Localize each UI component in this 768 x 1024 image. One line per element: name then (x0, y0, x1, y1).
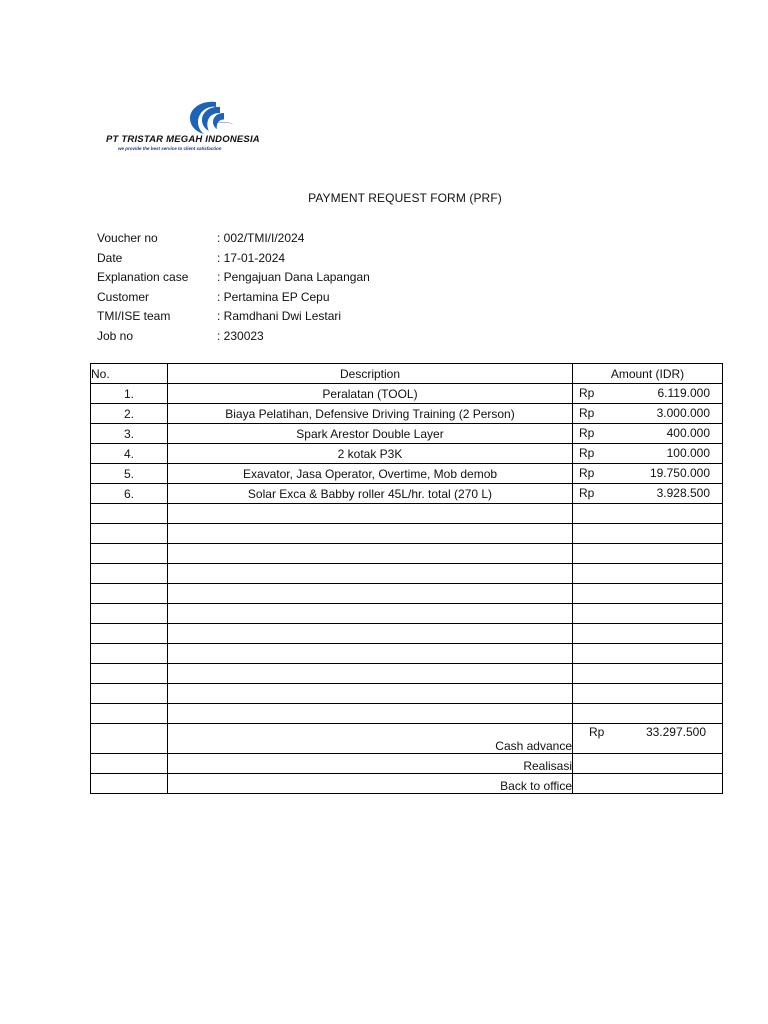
currency-label: Rp (579, 386, 595, 400)
empty-cell (91, 724, 168, 754)
empty-cell (573, 664, 723, 684)
info-value: : Pengajuan Dana Lapangan (217, 270, 370, 284)
empty-cell (168, 504, 573, 524)
tristar-logo-icon (176, 98, 238, 136)
realisasi-amount-cell (573, 754, 723, 774)
empty-cell (573, 644, 723, 664)
cash-advance-amount-cell (573, 724, 723, 754)
info-label: TMI/ISE team (97, 309, 171, 323)
empty-cell (573, 524, 723, 544)
empty-row (91, 684, 723, 704)
empty-cell (91, 644, 168, 664)
item-no: 2. (91, 404, 168, 424)
info-value: : Ramdhani Dwi Lestari (217, 309, 342, 323)
empty-row (91, 524, 723, 544)
info-value: : 002/TMI/I/2024 (217, 231, 305, 245)
empty-cell (168, 564, 573, 584)
item-no: 6. (91, 484, 168, 504)
empty-cell (91, 774, 168, 794)
currency-label: Rp (579, 406, 595, 420)
logo-tagline: we provide the best service to client satisfaction (118, 146, 222, 151)
info-label: Customer (97, 289, 150, 304)
item-amount-cell (573, 464, 723, 484)
info-label: Voucher no (97, 231, 158, 245)
empty-cell (91, 624, 168, 644)
empty-cell (573, 684, 723, 704)
empty-cell (573, 504, 723, 524)
empty-cell (168, 584, 573, 604)
empty-cell (168, 644, 573, 664)
table-header-row (91, 364, 723, 384)
table-row (91, 484, 723, 504)
header-amount: Amount (IDR) (573, 364, 723, 384)
empty-cell (91, 584, 168, 604)
info-value: : Pertamina EP Cepu (217, 289, 330, 304)
back-to-office-label: Back to office (168, 774, 573, 794)
currency-label: Rp (579, 426, 595, 440)
item-amount: 100.000 (666, 446, 710, 460)
empty-cell (91, 704, 168, 724)
empty-row (91, 604, 723, 624)
payment-items-table (90, 363, 723, 794)
item-no: 1. (91, 384, 168, 404)
item-description: Biaya Pelatihan, Defensive Driving Training (2 Person) (168, 404, 573, 424)
info-value: : 17-01-2024 (217, 250, 286, 265)
empty-cell (91, 524, 168, 544)
empty-cell (168, 664, 573, 684)
item-no: 3. (91, 424, 168, 444)
empty-cell (573, 584, 723, 604)
cash-advance-amount: 33.297.500 (645, 725, 706, 739)
empty-row (91, 624, 723, 644)
item-no: 4. (91, 444, 168, 464)
currency-label: Rp (589, 725, 605, 739)
empty-cell (91, 504, 168, 524)
item-description: Peralatan (TOOL) (168, 384, 573, 404)
item-amount-cell (573, 444, 723, 464)
empty-cell (168, 524, 573, 544)
empty-row (91, 644, 723, 664)
info-label: Explanation case (97, 270, 189, 284)
logo-company-name: PT TRISTAR MEGAH INDONESIA (106, 134, 260, 145)
form-title: PAYMENT REQUEST FORM (PRF) (308, 191, 502, 205)
item-description: 2 kotak P3K (168, 444, 573, 464)
item-amount: 400.000 (666, 426, 710, 440)
info-label: Job no (97, 328, 134, 343)
realisasi-row (91, 754, 723, 774)
company-logo (104, 96, 304, 156)
table-row (91, 444, 723, 464)
empty-cell (91, 664, 168, 684)
item-amount: 6.119.000 (657, 386, 710, 400)
currency-label: Rp (579, 466, 595, 480)
item-amount-cell (573, 384, 723, 404)
item-amount: 3.928.500 (656, 486, 710, 500)
empty-row (91, 544, 723, 564)
empty-row (91, 564, 723, 584)
empty-row (91, 504, 723, 524)
empty-cell (573, 544, 723, 564)
table-row (91, 384, 723, 404)
empty-cell (168, 624, 573, 644)
item-description: Spark Arestor Double Layer (168, 424, 573, 444)
item-amount: 3.000.000 (656, 406, 710, 420)
cash-advance-row (91, 724, 723, 754)
empty-cell (91, 754, 168, 774)
item-no: 5. (91, 464, 168, 484)
info-label: Date (97, 250, 123, 265)
empty-cell (573, 624, 723, 644)
item-amount: 19.750.000 (649, 466, 710, 480)
back-to-office-row (91, 774, 723, 794)
back-to-office-amount-cell (573, 774, 723, 794)
item-description: Exavator, Jasa Operator, Overtime, Mob demob (168, 464, 573, 484)
empty-cell (573, 564, 723, 584)
item-amount-cell (573, 424, 723, 444)
empty-cell (91, 604, 168, 624)
item-amount-cell (573, 404, 723, 424)
table-row (91, 424, 723, 444)
header-no: No. (91, 364, 168, 384)
header-description: Description (168, 364, 573, 384)
empty-cell (573, 704, 723, 724)
table-row (91, 404, 723, 424)
realisasi-label: Realisasi (168, 754, 573, 774)
cash-advance-label: Cash advance (168, 724, 573, 754)
item-amount-cell (573, 484, 723, 504)
empty-cell (168, 684, 573, 704)
empty-row (91, 584, 723, 604)
currency-label: Rp (579, 486, 595, 500)
empty-row (91, 664, 723, 684)
currency-label: Rp (579, 446, 595, 460)
empty-cell (168, 544, 573, 564)
item-description: Solar Exca & Babby roller 45L/hr. total (270 L) (168, 484, 573, 504)
empty-cell (91, 564, 168, 584)
empty-cell (168, 604, 573, 624)
empty-cell (91, 544, 168, 564)
empty-cell (91, 684, 168, 704)
empty-cell (573, 604, 723, 624)
empty-row (91, 704, 723, 724)
empty-cell (168, 704, 573, 724)
info-value: : 230023 (217, 328, 264, 343)
table-row (91, 464, 723, 484)
